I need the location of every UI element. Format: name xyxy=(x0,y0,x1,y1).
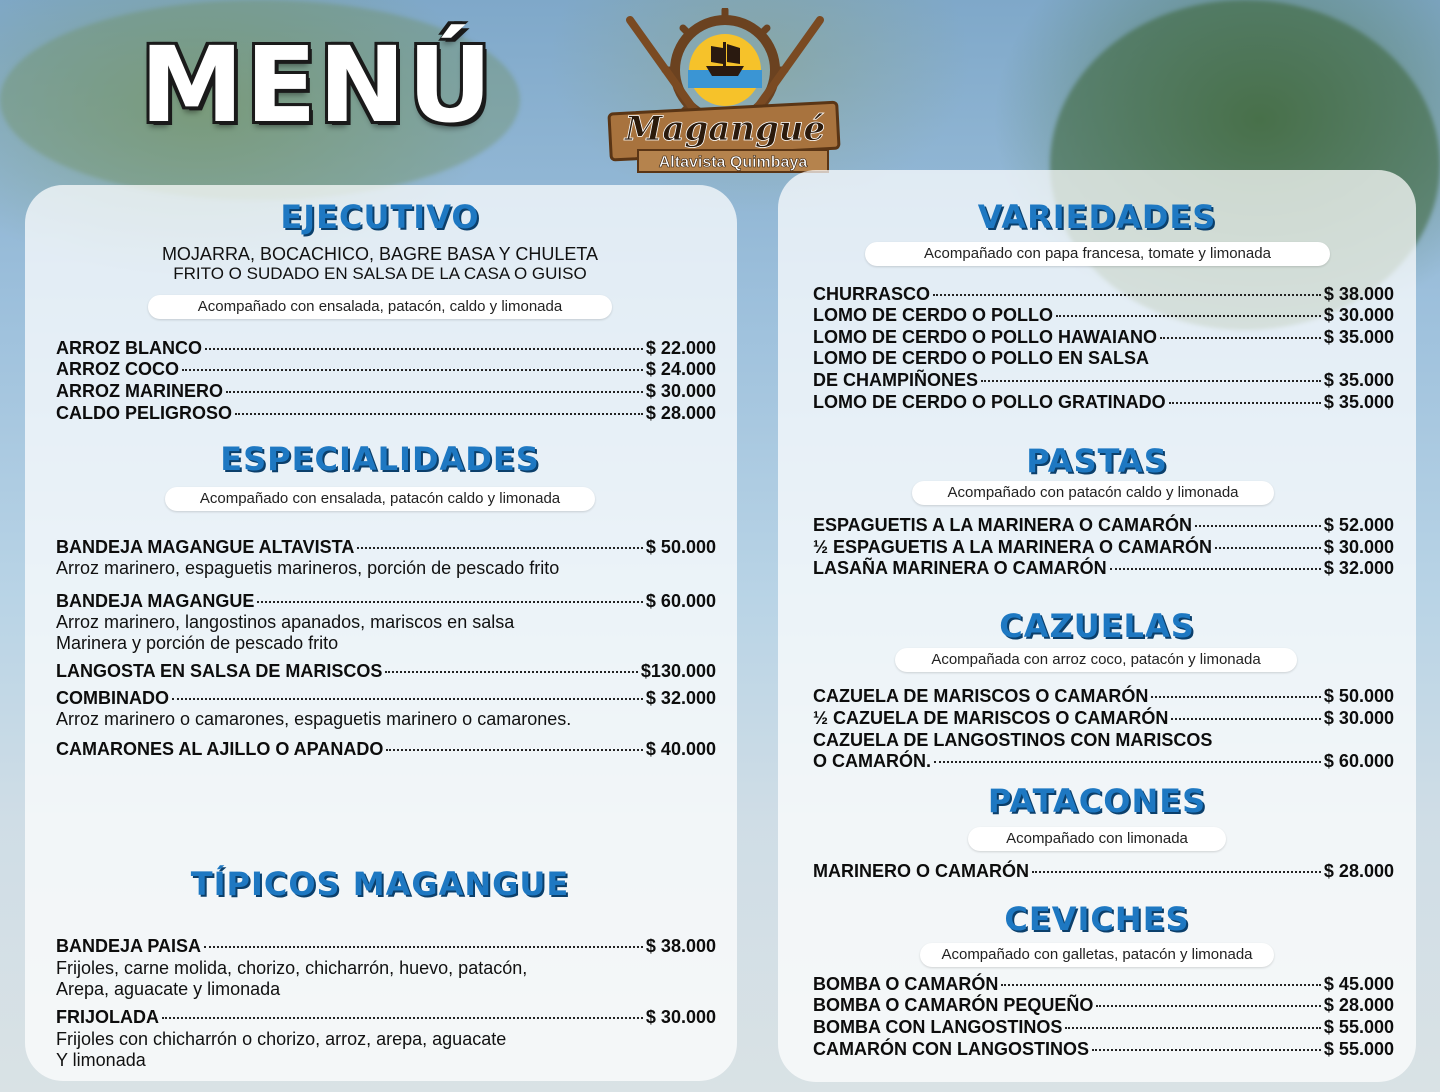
menu-item: CAMARÓN CON LANGOSTINOS $ 55.000 xyxy=(813,1039,1394,1059)
menu-item: O CAMARÓN. $ 60.000 xyxy=(813,751,1394,771)
menu-item: BOMBA CON LANGOSTINOS $ 55.000 xyxy=(813,1017,1394,1037)
menu-item: LOMO DE CERDO O POLLO $ 30.000 xyxy=(813,305,1394,325)
menu-item: CHURRASCO $ 38.000 xyxy=(813,284,1394,304)
menu-item: CAZUELA DE LANGOSTINOS CON MARISCOS xyxy=(813,730,1213,750)
especialidades-note: Acompañado con ensalada, patacón caldo y limonada xyxy=(165,487,595,511)
logo-subtitle: Altavista Quimbaya xyxy=(658,154,808,171)
menu-item: BOMBA O CAMARÓN $ 45.000 xyxy=(813,974,1394,994)
patacones-note: Acompañado con limonada xyxy=(968,827,1226,851)
ejecutivo-note: Acompañado con ensalada, patacón, caldo y limonada xyxy=(148,295,612,319)
menu-item-description: Arroz marinero, espaguetis marineros, porción de pescado frito xyxy=(56,558,560,578)
menu-item: LASAÑA MARINERA O CAMARÓN $ 32.000 xyxy=(813,558,1394,578)
restaurant-logo xyxy=(600,8,850,173)
menu-item: ARROZ COCO $ 24.000 xyxy=(56,359,716,379)
ejecutivo-intro-line2: FRITO O SUDADO EN SALSA DE LA CASA O GUISO xyxy=(173,264,587,283)
menu-item: DE CHAMPIÑONES $ 35.000 xyxy=(813,370,1394,390)
logo-name: Magangué xyxy=(624,109,826,149)
pastas-note: Acompañado con patacón caldo y limonada xyxy=(912,481,1274,505)
section-title-tipicos: TÍPICOS MAGANGUE xyxy=(190,865,570,903)
menu-item: LANGOSTA EN SALSA DE MARISCOS $130.000 xyxy=(56,661,716,681)
menu-item: CAZUELA DE MARISCOS O CAMARÓN $ 50.000 xyxy=(813,686,1394,706)
menu-item-description: Frijoles, carne molida, chorizo, chicharrón, huevo, patacón, xyxy=(56,958,528,978)
menu-item: BANDEJA MAGANGUE ALTAVISTA $ 50.000 xyxy=(56,537,716,557)
menu-item-description: Arroz marinero o camarones, espaguetis marinero o camarones. xyxy=(56,709,572,729)
section-title-pastas: PASTAS xyxy=(1026,442,1168,480)
ejecutivo-intro-line1: MOJARRA, BOCACHICO, BAGRE BASA Y CHULETA xyxy=(161,244,599,264)
section-title-especialidades: ESPECIALIDADES xyxy=(220,440,540,478)
menu-item-description: Frijoles con chicharrón o chorizo, arroz, arepa, aguacate xyxy=(56,1029,507,1049)
section-title-ejecutivo: EJECUTIVO xyxy=(280,198,480,236)
menu-item-description: Arepa, aguacate y limonada xyxy=(56,979,281,999)
menu-item-description: Arroz marinero, langostinos apanados, mariscos en salsa xyxy=(56,612,515,632)
menu-item: CALDO PELIGROSO $ 28.000 xyxy=(56,403,716,423)
menu-item-description: Y limonada xyxy=(56,1050,146,1070)
menu-item-description: Marinera y porción de pescado frito xyxy=(56,633,339,653)
menu-title: MENÚ xyxy=(140,24,495,146)
menu-item: BANDEJA PAISA $ 38.000 xyxy=(56,936,716,956)
menu-item: ARROZ BLANCO $ 22.000 xyxy=(56,338,716,358)
menu-item: LOMO DE CERDO O POLLO HAWAIANO $ 35.000 xyxy=(813,327,1394,347)
menu-item: ½ CAZUELA DE MARISCOS O CAMARÓN $ 30.000 xyxy=(813,708,1394,728)
menu-item: CAMARONES AL AJILLO O APANADO $ 40.000 xyxy=(56,739,716,759)
section-title-cazuelas: CAZUELAS xyxy=(999,607,1195,645)
section-title-variedades: VARIEDADES xyxy=(977,198,1217,236)
menu-item: COMBINADO $ 32.000 xyxy=(56,688,716,708)
section-title-ceviches: CEVICHES xyxy=(1004,900,1190,938)
menu-item: LOMO DE CERDO O POLLO GRATINADO $ 35.000 xyxy=(813,392,1394,412)
menu-item: ARROZ MARINERO $ 30.000 xyxy=(56,381,716,401)
cazuelas-note: Acompañada con arroz coco, patacón y limonada xyxy=(895,648,1297,672)
menu-item: ESPAGUETIS A LA MARINERA O CAMARÓN $ 52.000 xyxy=(813,515,1394,535)
menu-item: FRIJOLADA $ 30.000 xyxy=(56,1007,716,1027)
ceviches-note: Acompañado con galletas, patacón y limonada xyxy=(920,943,1274,967)
menu-item: BANDEJA MAGANGUE $ 60.000 xyxy=(56,591,716,611)
menu-item: LOMO DE CERDO O POLLO EN SALSA xyxy=(813,348,1150,368)
variedades-note: Acompañado con papa francesa, tomate y limonada xyxy=(865,242,1330,266)
menu-item: ½ ESPAGUETIS A LA MARINERA O CAMARÓN $ 30.000 xyxy=(813,537,1394,557)
menu-item: MARINERO O CAMARÓN $ 28.000 xyxy=(813,861,1394,881)
menu-item: BOMBA O CAMARÓN PEQUEÑO $ 28.000 xyxy=(813,995,1394,1015)
section-title-patacones: PATACONES xyxy=(987,782,1207,820)
